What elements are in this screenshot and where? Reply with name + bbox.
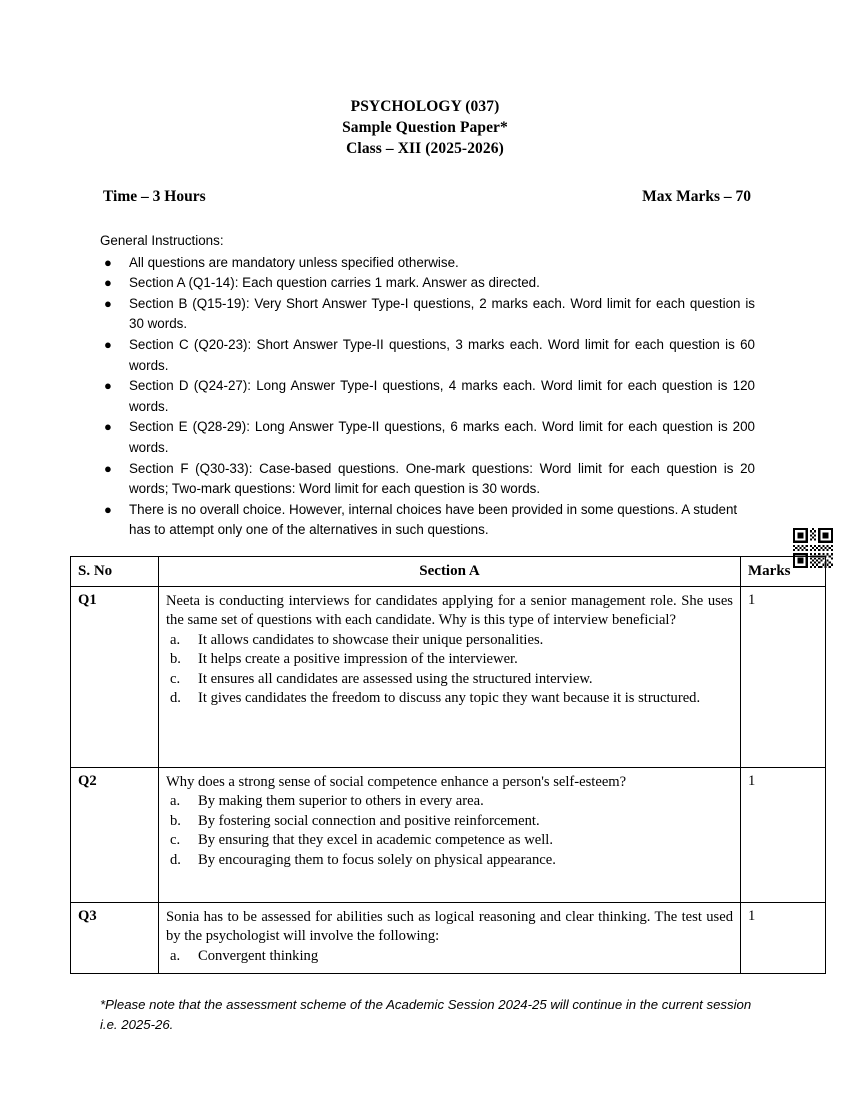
instruction-text: Section B (Q15-19): Very Short Answer Type-I questions, 2 marks each. Word limit for each question is 30 words. — [129, 295, 755, 332]
option-item — [166, 631, 733, 650]
option-text: By ensuring that they excel in academic competence as well. — [198, 832, 553, 849]
question-number: Q2 — [71, 768, 159, 903]
table-header-row — [71, 557, 826, 587]
instruction-item — [100, 294, 755, 335]
bullet-icon: ● — [104, 378, 112, 394]
instruction-item — [100, 459, 755, 500]
option-label: a. — [170, 631, 181, 648]
option-label: d. — [170, 851, 181, 868]
option-item — [166, 851, 733, 870]
option-label: a. — [170, 793, 181, 810]
option-text: It ensures all candidates are assessed using the structured interview. — [198, 670, 593, 687]
page-title: PSYCHOLOGY (037) — [350, 98, 500, 115]
instructions-list — [100, 253, 755, 541]
max-marks-label: Max Marks – 70 — [642, 188, 751, 205]
table-row — [71, 903, 826, 974]
option-list — [166, 792, 733, 870]
paper-subtitle: Sample Question Paper* — [342, 119, 508, 136]
option-label: c. — [170, 832, 181, 849]
option-item — [166, 831, 733, 850]
instruction-text: Section E (Q28-29): Long Answer Type-II questions, 6 marks each. Word limit for each question is 200 words. — [129, 419, 755, 455]
question-content — [159, 768, 741, 903]
question-marks: 1 — [741, 768, 826, 903]
column-header-sno: S. No — [71, 557, 159, 587]
option-text: By making them superior to others in every area. — [198, 793, 484, 810]
instruction-item — [100, 500, 755, 541]
instruction-text: Section F (Q30-33): Case-based questions. One-mark questions: Word limit for each question is 20 words; Two-mark questions: Word limit for each question is 30 words. — [129, 460, 755, 497]
question-marks: 1 — [741, 587, 826, 768]
option-text: It helps create a positive impression of the interviewer. — [198, 651, 518, 668]
column-header-marks: Marks — [741, 557, 826, 587]
option-item — [166, 947, 733, 966]
option-list — [166, 947, 733, 966]
column-header-section: Section A — [159, 557, 741, 587]
exam-meta-row — [103, 188, 751, 206]
question-stem: Neeta is conducting interviews for candidates applying for a senior management role. She uses the same set of questions with each candidate. Why is this type of interview beneficial? — [166, 593, 733, 629]
option-text: By fostering social connection and positive reinforcement. — [198, 812, 540, 829]
instruction-text: Section D (Q24-27): Long Answer Type-I questions, 4 marks each. Word limit for each question is 120 words. — [129, 378, 755, 414]
option-label: a. — [170, 947, 181, 964]
table-row — [71, 768, 826, 903]
table-row — [71, 587, 826, 768]
question-table — [70, 556, 826, 974]
question-stem: Sonia has to be assessed for abilities such as logical reasoning and clear thinking. The test used by the psychologist will involve the following: — [166, 909, 733, 945]
bullet-icon: ● — [104, 336, 112, 352]
option-label: b. — [170, 812, 181, 829]
question-stem: Why does a strong sense of social competence enhance a person's self-esteem? — [166, 774, 627, 790]
option-text: It allows candidates to showcase their unique personalities. — [198, 631, 544, 648]
option-item — [166, 812, 733, 831]
bullet-icon: ● — [104, 501, 112, 517]
instruction-text: Section A (Q1-14): Each question carries 1 mark. Answer as directed. — [129, 275, 540, 291]
option-list — [166, 631, 733, 709]
instruction-item — [100, 253, 755, 274]
instruction-item — [100, 376, 755, 417]
bullet-icon: ● — [104, 295, 112, 311]
footnote: *Please note that the assessment scheme of the Academic Session 2024-25 will continue in the current session i.e. 2025-26. — [100, 997, 752, 1032]
option-label: c. — [170, 670, 181, 687]
instructions-heading: General Instructions: — [100, 233, 224, 248]
option-text: Convergent thinking — [198, 947, 319, 964]
document-title-block — [0, 96, 850, 159]
question-content — [159, 903, 741, 974]
option-item — [166, 689, 733, 708]
instruction-text: Section C (Q20-23): Short Answer Type-II questions, 3 marks each. Word limit for each question is 60 words. — [129, 336, 755, 373]
time-allowed-label: Time – 3 Hours — [103, 188, 206, 205]
instruction-text: All questions are mandatory unless specified otherwise. — [129, 254, 459, 270]
question-content — [159, 587, 741, 768]
general-instructions — [100, 231, 755, 541]
question-number: Q1 — [71, 587, 159, 768]
bullet-icon: ● — [104, 275, 112, 291]
question-number: Q3 — [71, 903, 159, 974]
option-text: It gives candidates the freedom to discuss any topic they want because it is structured. — [198, 690, 701, 707]
class-session-line: Class – XII (2025-2026) — [346, 140, 504, 157]
instruction-item — [100, 273, 755, 294]
instruction-text: There is no overall choice. However, internal choices have been provided in some questions. A student has to attempt only one of the alternatives in such questions. — [129, 501, 738, 538]
option-item — [166, 792, 733, 811]
option-item — [166, 670, 733, 689]
question-table-wrapper — [70, 556, 791, 974]
option-item — [166, 650, 733, 669]
instruction-item — [100, 335, 755, 376]
question-marks: 1 — [741, 903, 826, 974]
bullet-icon: ● — [104, 254, 112, 270]
bullet-icon: ● — [104, 460, 112, 476]
option-label: b. — [170, 651, 181, 668]
instruction-item — [100, 417, 755, 458]
bullet-icon: ● — [104, 419, 112, 435]
option-text: By encouraging them to focus solely on physical appearance. — [198, 851, 556, 868]
option-label: d. — [170, 690, 181, 707]
